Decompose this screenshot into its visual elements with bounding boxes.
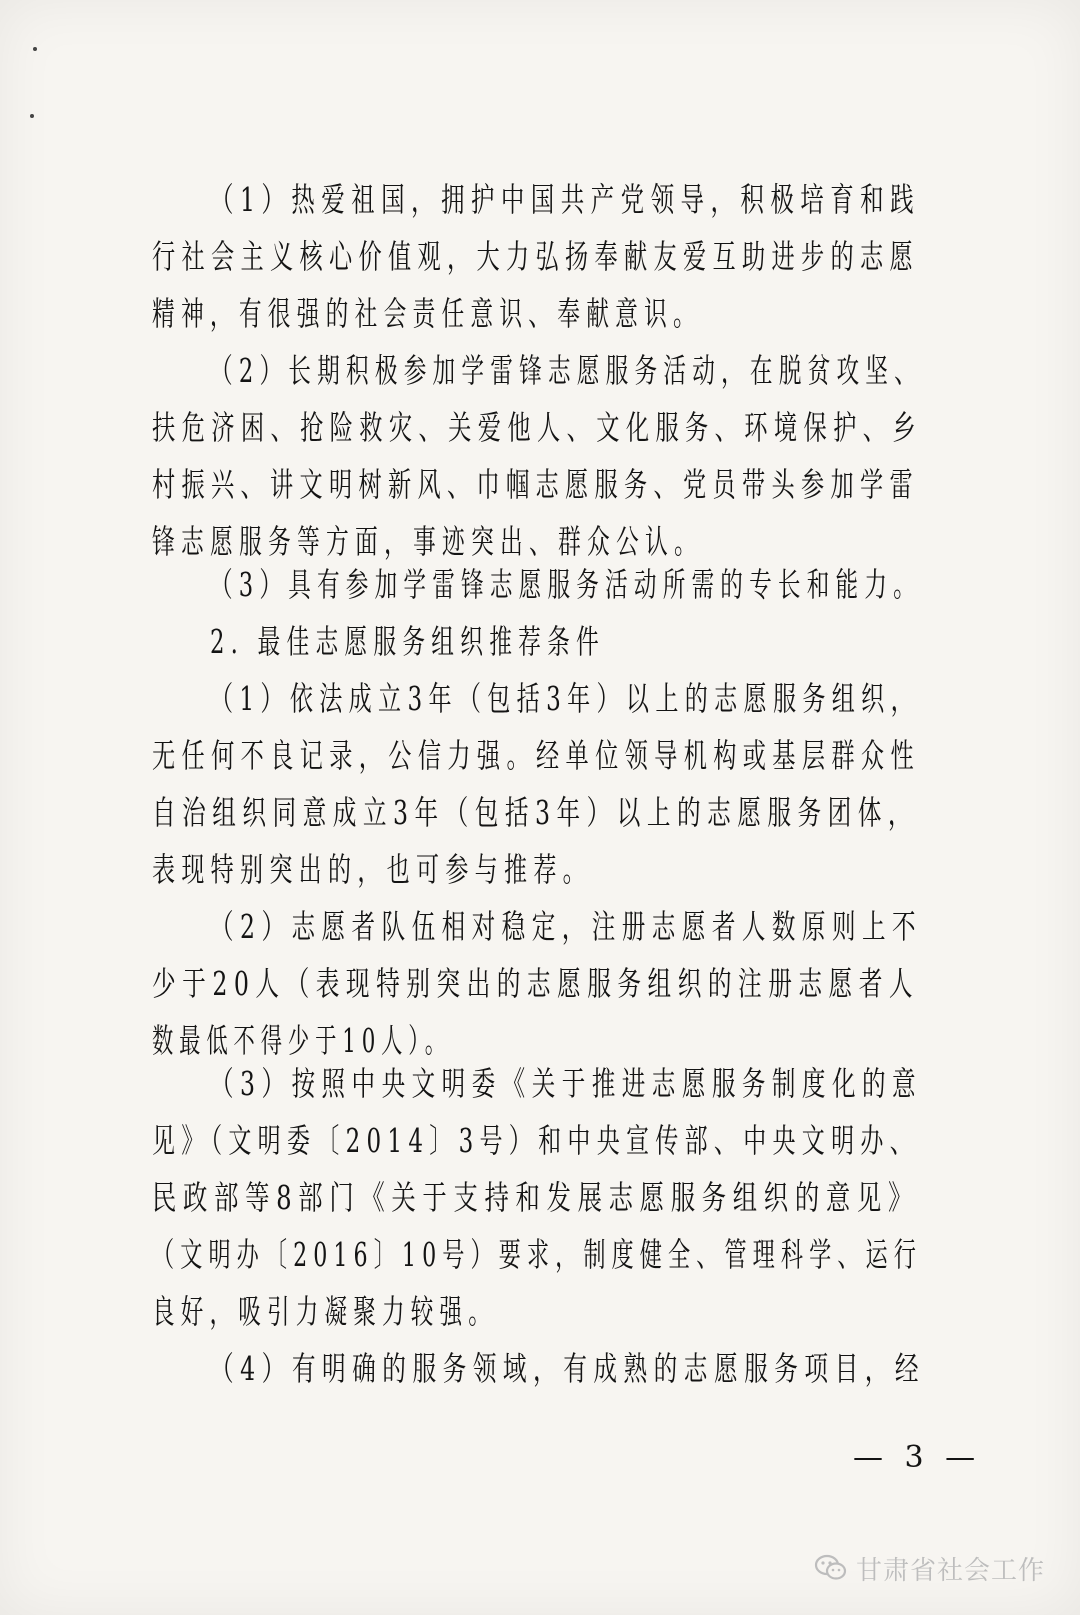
text-line: 民政部等8部门《关于支持和发展志愿服务组织的意见》 — [152, 1178, 919, 1217]
watermark — [814, 1548, 1045, 1588]
text-line: 村振兴、讲文明树新风、巾帼志愿服务、党员带头参加学雷 — [152, 465, 920, 504]
text-line: 表现特别突出的，也可参与推荐。 — [152, 850, 592, 889]
text-line: 见》（文明委〔2014〕3号）和中央宣传部、中央文明办、 — [152, 1121, 920, 1160]
text-line: （1）依法成立3年（包括3年）以上的志愿服务组织， — [210, 679, 921, 718]
text-line: （4）有明确的服务领域，有成熟的志愿服务项目，经 — [210, 1349, 926, 1388]
wechat-icon — [814, 1553, 848, 1583]
text-line: （2）长期积极参加学雷锋志愿服务活动，在脱贫攻坚、 — [210, 351, 924, 390]
text-line: 精神，有很强的社会责任意识、奉献意识。 — [152, 294, 702, 333]
watermark-text: 甘肃省社会工作 — [856, 1555, 1046, 1586]
text-line: 行社会主义核心价值观，大力弘扬奉献友爱互助进步的志愿 — [152, 237, 920, 276]
page-number: — 3 — — [853, 1440, 982, 1475]
text-line: 数最低不得少于10人）。 — [152, 1021, 452, 1060]
text-line: 少于20人（表现特别突出的志愿服务组织的注册志愿者人 — [152, 964, 920, 1003]
text-line: （3）具有参加学雷锋志愿服务活动所需的专长和能力。 — [210, 565, 922, 604]
text-line: 锋志愿服务等方面，事迹突出、群众公认。 — [152, 522, 704, 561]
text-line: 自治组织同意成立3年（包括3年）以上的志愿服务团体， — [152, 793, 918, 832]
text-line: （文明办〔2016〕10号）要求，制度健全、管理科学、运行 — [152, 1235, 922, 1274]
text-line: （3）按照中央文明委《关于推进志愿服务制度化的意 — [210, 1064, 923, 1103]
text-line: 扶危济困、抢险救灾、关爱他人、文化服务、环境保护、乡 — [152, 408, 922, 447]
text-line: （1）热爱祖国，拥护中国共产党领导，积极培育和践 — [210, 180, 921, 219]
scan-speck — [33, 47, 37, 51]
text-line: 无任何不良记录，公信力强。经单位领导机构或基层群众性 — [152, 736, 921, 775]
scan-speck — [30, 114, 34, 118]
text-line: 良好，吸引力凝聚力较强。 — [152, 1292, 497, 1331]
text-line: 2. 最佳志愿服务组织推荐条件 — [210, 622, 606, 661]
text-line: （2）志愿者队伍相对稳定，注册志愿者人数原则上不 — [210, 907, 923, 946]
